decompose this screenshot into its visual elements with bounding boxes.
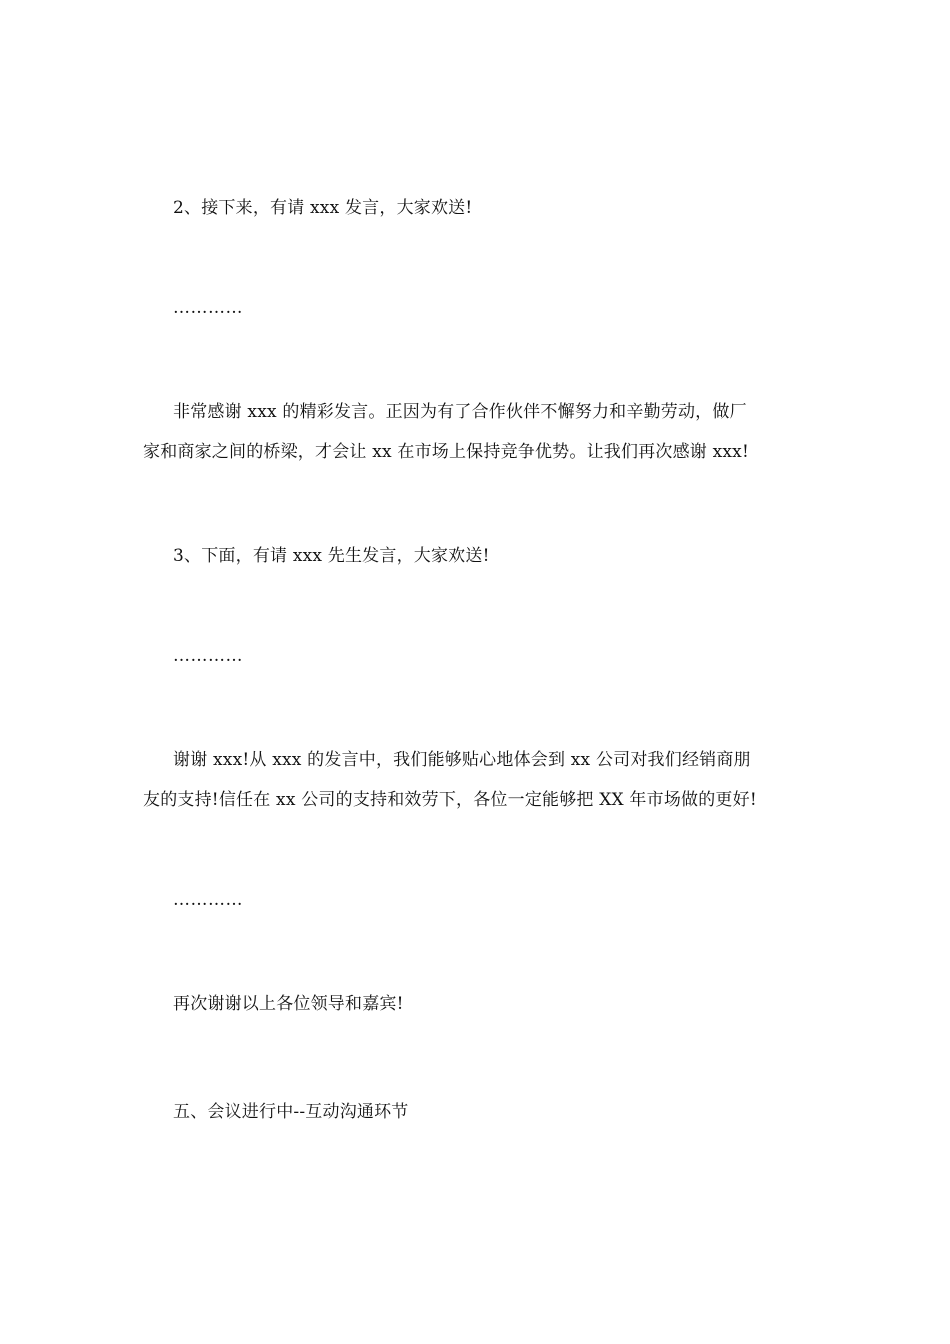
paragraph-invite-speaker-2 bbox=[143, 188, 813, 228]
paragraph-thanks-guests bbox=[143, 984, 813, 1024]
paragraph-line: 谢谢 xxx!从 xxx 的发言中，我们能够贴心地体会到 xx 公司对我们经销商朋 bbox=[173, 750, 751, 770]
heading-text: 五、会议进行中--互动沟通环节 bbox=[173, 1102, 409, 1122]
paragraph-line: 非常感谢 xxx 的精彩发言。正因为有了合作伙伴不懈努力和辛勤劳动，做厂 bbox=[173, 402, 747, 422]
paragraph-text: 2、接下来，有请 xxx 发言，大家欢送! bbox=[173, 198, 473, 218]
section-heading-interactive bbox=[143, 1092, 813, 1132]
paragraph-thanks-speaker-3 bbox=[143, 740, 813, 820]
paragraph-line: 友的支持!信任在 xx 公司的支持和效劳下，各位一定能够把 XX 年市场做的更好! bbox=[143, 790, 757, 810]
paragraph-text: 3、下面，有请 xxx 先生发言，大家欢送! bbox=[173, 546, 490, 566]
paragraph-text: 再次谢谢以上各位领导和嘉宾! bbox=[173, 994, 404, 1014]
ellipsis-3: ………… bbox=[173, 890, 243, 910]
ellipsis-2: ………… bbox=[173, 646, 243, 666]
paragraph-line: 家和商家之间的桥梁，才会让 xx 在市场上保持竞争优势。让我们再次感谢 xxx! bbox=[143, 442, 749, 462]
paragraph-invite-speaker-3 bbox=[143, 536, 813, 576]
ellipsis-1: ………… bbox=[173, 298, 243, 318]
paragraph-thanks-speaker-2 bbox=[143, 392, 813, 472]
